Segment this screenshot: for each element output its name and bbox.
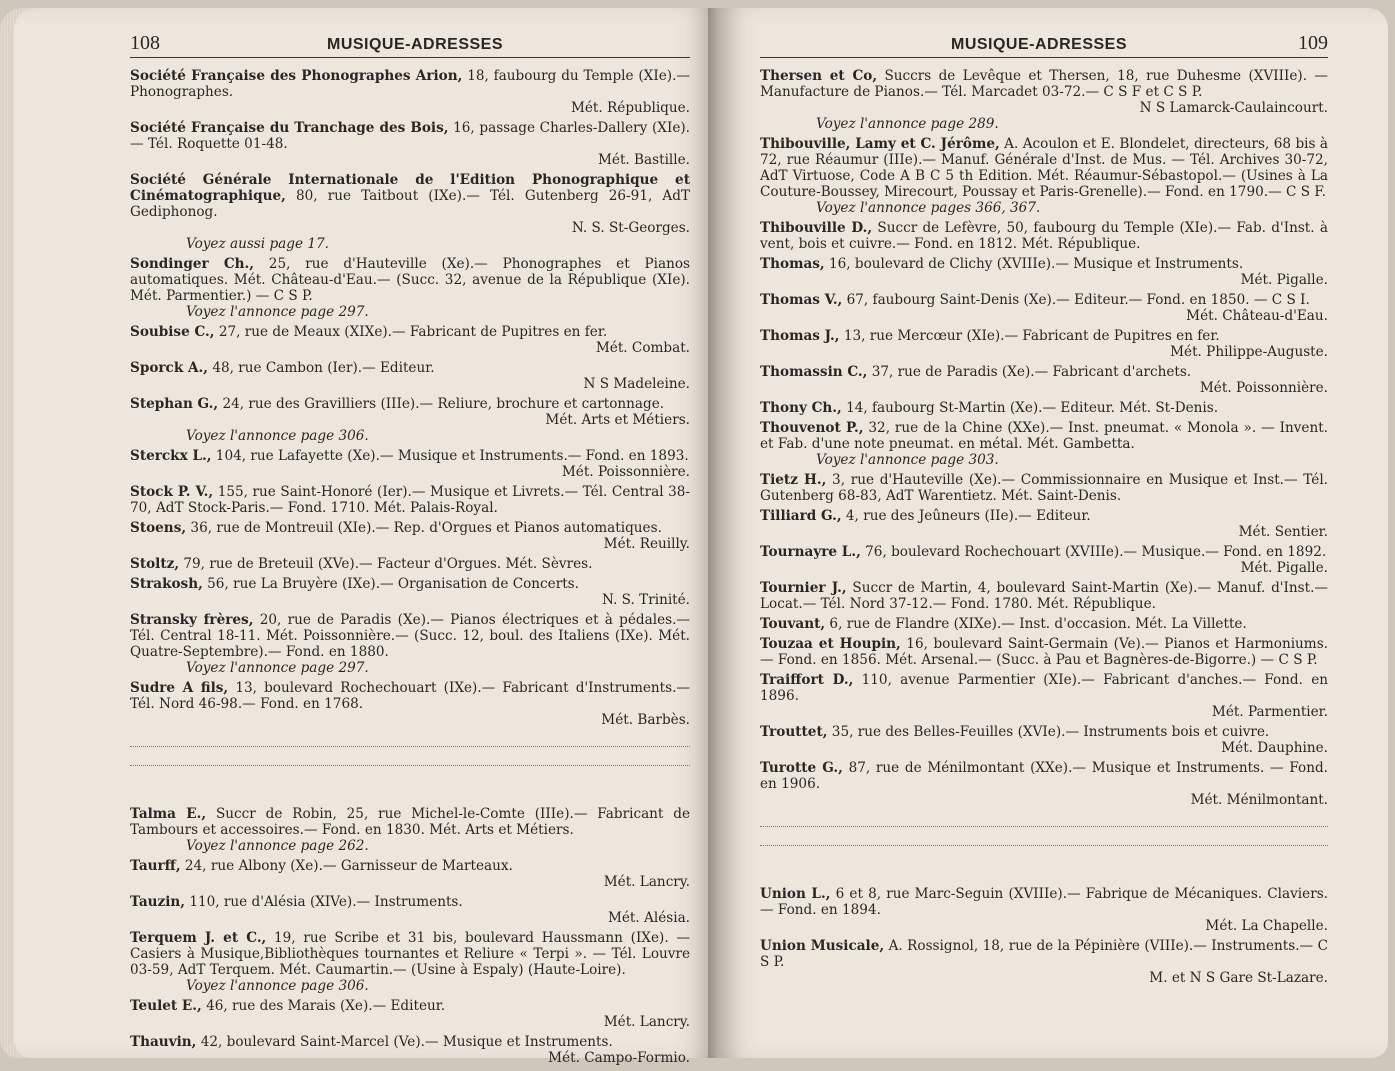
entry-text: A. Acoulon et E. Blondelet, directeurs, 68 bis à 72, rue Réaumur (IIIe).— Manuf. Générale d'Inst. de Mus. — Tél. Archives 30-72, AdT Virtuose, Code A B C 5 th Edition. Mét. Réaumur-Sébastopol.— (Usines à La Couture-Boussey, Mirecourt, Poussay et Paris-Grenelle).— Fond. en 1790.— C S F.: [760, 136, 1328, 200]
dotted-rule: [130, 751, 690, 766]
entry-metro: N S Madeleine.: [583, 376, 690, 392]
entry-text: 32, rue de la Chine (XXe).— Inst. pneumat. « Monola ». — Invent. et Fab. d'une note pneumat. en métal. Mét. Gambetta.: [760, 420, 1328, 452]
entry-ad-reference: Voyez l'annonce page 262.: [186, 838, 369, 854]
directory-entry: [130, 484, 690, 516]
entry-text: 36, rue de Montreuil (XIe).— Rep. d'Orgues et Pianos automatiques.: [186, 520, 662, 536]
entry-name: Stock P. V.,: [130, 484, 214, 500]
directory-entry: [130, 894, 690, 926]
entry-name: Trouttet,: [760, 724, 828, 740]
entry-text: 104, rue Lafayette (Xe).— Musique et Instruments.— Fond. en 1893.: [211, 448, 689, 464]
entry-name: Sudre A fils,: [130, 680, 229, 696]
directory-entry: [130, 520, 690, 552]
entry-name: Tietz H.,: [760, 472, 827, 488]
entry-text: 6, rue de Flandre (XIXe).— Inst. d'occasion. Mét. La Villette.: [825, 616, 1247, 632]
directory-entry: [760, 400, 1328, 416]
entry-name: Soubise C.,: [130, 324, 215, 340]
entry-text: 79, rue de Breteuil (XVe).— Facteur d'Orgues. Mét. Sèvres.: [179, 556, 593, 572]
entry-text: 19, rue Scribe et 31 bis, boulevard Haussmann (IXe). — Casiers à Musique,Bibliothèques tournantes et Reliure « Terpi ». — Tél. Louvre 03-59, AdT Terquem. Mét. Caumartin.— (Usine à Espaly) (Haute-Loire).: [130, 930, 690, 978]
directory-entry: [760, 724, 1328, 756]
directory-entry: [760, 616, 1328, 632]
entry-name: Stransky frères,: [130, 612, 254, 628]
entry-name: Tournayre L.,: [760, 544, 861, 560]
entry-text: A. Rossignol, 18, rue de la Pépinière (VIIIe).— Instruments.— C S P.: [760, 938, 1328, 970]
entry-metro: Mét. Dauphine.: [1221, 740, 1328, 756]
directory-entry: [760, 68, 1328, 132]
entry-text: 13, rue Mercœur (XIe).— Fabricant de Pupitres en fer.: [839, 328, 1220, 344]
entry-name: Stoens,: [130, 520, 187, 536]
entry-name: Thersen et Co,: [760, 68, 878, 84]
directory-entry: [760, 220, 1328, 252]
entry-metro: Mét. Alésia.: [607, 910, 690, 926]
entry-ad-reference: Voyez l'annonce page 303.: [816, 452, 999, 468]
left-page-header: [130, 32, 690, 58]
entry-name: Talma E.,: [130, 806, 207, 822]
left-running-head: MUSIQUE-ADRESSES: [326, 36, 504, 53]
entry-text: 56, rue La Bruyère (IXe).— Organisation de Concerts.: [202, 576, 579, 592]
entry-text: 67, faubourg Saint-Denis (Xe).— Editeur.— Fond. en 1850. — C S I.: [842, 292, 1310, 308]
directory-entry: [760, 886, 1328, 934]
directory-entry: [130, 858, 690, 890]
directory-entry: [130, 1034, 690, 1066]
entry-metro: Mét. Reuilly.: [603, 536, 690, 552]
entry-name: Sporck A.,: [130, 360, 208, 376]
entry-name: Thomas V.,: [760, 292, 843, 308]
entry-name: Union L.,: [760, 886, 831, 902]
entry-text: 42, boulevard Saint-Marcel (Ve).— Musique et Instruments.: [196, 1034, 613, 1050]
entry-metro: N. S. Trinité.: [602, 592, 690, 608]
entry-name: Thibouville D.,: [760, 220, 873, 236]
directory-entry: [760, 364, 1328, 396]
entry-text: 16, passage Charles-Dallery (XIe).— Tél. Roquette 01-48.: [130, 120, 690, 152]
directory-entry: [130, 256, 690, 320]
entry-text: 18, faubourg du Temple (XIe).— Phonographes.: [130, 68, 690, 100]
directory-entry: [760, 292, 1328, 324]
entry-text: 25, rue d'Hauteville (Xe).— Phonographes et Pianos automatiques. Mét. Château-d'Eau.— (Succ. 32, avenue de la République (XIe). Mét. Parmentier.) — C S P.: [130, 256, 690, 304]
entry-name: Sterckx L.,: [130, 448, 212, 464]
left-entries-t: [130, 806, 690, 1066]
directory-entry: [760, 136, 1328, 216]
right-entries-u: [760, 886, 1328, 986]
directory-entry: [130, 612, 690, 676]
entry-metro: Mét. Pigalle.: [1240, 272, 1328, 288]
entry-text: 87, rue de Ménilmontant (XXe).— Musique et Instruments. — Fond. en 1906.: [760, 760, 1328, 792]
entry-ad-reference: Voyez l'annonce page 306.: [186, 428, 369, 444]
entry-text: Succr de Martin, 4, boulevard Saint-Martin (Xe).— Manuf. d'Inst.— Locat.— Tél. Nord 37-12.— Fond. 1780. Mét. République.: [760, 580, 1328, 612]
directory-entry: [760, 760, 1328, 808]
entry-name: Société Française des Phonographes Arion,: [130, 68, 463, 84]
directory-entry: [130, 396, 690, 444]
directory-entry: [760, 472, 1328, 504]
entry-metro: Mét. Poissonnière.: [561, 464, 690, 480]
entry-metro: Mét. Pigalle.: [1240, 560, 1328, 576]
entry-name: Tournier J.,: [760, 580, 847, 596]
entry-name: Société Générale Internationale de l'Edition Phonographique et Cinématographique,: [130, 172, 690, 204]
entry-text: 14, faubourg St-Martin (Xe).— Editeur. Mét. St-Denis.: [841, 400, 1219, 416]
right-page-number: 109: [1298, 32, 1328, 54]
entry-text: Succr de Robin, 25, rue Michel-le-Comte (IIIe).— Fabricant de Tambours et accessoires.— Fond. en 1830. Mét. Arts et Métiers.: [130, 806, 690, 838]
entry-text: Succr de Lefèvre, 50, faubourg du Temple (XIe).— Fab. d'Inst. à vent, bois et cuivre.— Fond. en 1812. Mét. République.: [760, 220, 1328, 252]
entry-metro: Mét. Bastille.: [597, 152, 690, 168]
right-page-header: [760, 32, 1328, 58]
entry-name: Stoltz,: [130, 556, 180, 572]
entry-metro: Mét. Parmentier.: [1211, 704, 1328, 720]
directory-entry: [130, 360, 690, 392]
entry-name: Thomassin C.,: [760, 364, 868, 380]
right-running-head: MUSIQUE-ADRESSES: [950, 36, 1128, 53]
entry-name: Thauvin,: [130, 1034, 197, 1050]
right-page: [716, 8, 1388, 1058]
entry-metro: Mét. Poissonnière.: [1199, 380, 1328, 396]
directory-entry: [130, 998, 690, 1030]
entry-metro: Mét. Philippe-Auguste.: [1170, 344, 1328, 360]
entry-text: 37, rue de Paradis (Xe).— Fabricant d'archets.: [867, 364, 1192, 380]
left-page-number: 108: [130, 32, 160, 54]
directory-entry: [130, 680, 690, 728]
dotted-rule: [760, 812, 1328, 827]
entry-text: 46, rue des Marais (Xe).— Editeur.: [201, 998, 446, 1014]
entry-text: 20, rue de Paradis (Xe).— Pianos électriques et à pédales.— Tél. Central 18-11. Mét. Poissonnière.— (Succ. 12, boul. des Italiens (IXe). Mét. Quatre-Septembre).— Fond. en 1880.: [130, 612, 690, 660]
entry-text: 80, rue Taitbout (IXe).— Tél. Gutenberg 26-91, AdT Gediphonog.: [130, 188, 690, 220]
entry-name: Union Musicale,: [760, 938, 885, 954]
entry-name: Thony Ch.,: [760, 400, 842, 416]
entry-metro: N S Lamarck-Caulaincourt.: [1139, 100, 1328, 116]
entry-name: Taurff,: [130, 858, 181, 874]
entry-metro: Mét. République.: [570, 100, 690, 116]
dotted-rule: [760, 831, 1328, 846]
dotted-rule: [130, 732, 690, 747]
entry-text: 4, rue des Jeûneurs (IIe).— Editeur.: [841, 508, 1091, 524]
directory-entry: [130, 806, 690, 854]
entry-name: Thouvenot P.,: [760, 420, 864, 436]
directory-entry: [130, 448, 690, 480]
entry-ad-reference: Voyez l'annonce page 289.: [816, 116, 999, 132]
entry-text: 13, boulevard Rochechouart (IXe).— Fabricant d'Instruments.— Tél. Nord 46-98.— Fond. en 1768.: [130, 680, 690, 712]
entry-ad-reference: Voyez l'annonce page 297.: [186, 304, 369, 320]
entry-name: Tilliard G.,: [760, 508, 842, 524]
directory-entry: [760, 580, 1328, 612]
directory-entry: [130, 576, 690, 608]
entry-name: Société Française du Tranchage des Bois,: [130, 120, 449, 136]
entry-text: 35, rue des Belles-Feuilles (XVIe).— Instruments bois et cuivre.: [827, 724, 1270, 740]
entry-metro: Mét. Campo-Formio.: [548, 1050, 690, 1066]
entry-metro: Mét. Lancry.: [603, 1014, 690, 1030]
entry-name: Sondinger Ch.,: [130, 256, 255, 272]
entry-metro: N. S. St-Georges.: [571, 220, 690, 236]
entry-ad-reference: Voyez l'annonce pages 366, 367.: [816, 200, 1041, 216]
entry-text: 110, rue d'Alésia (XIVe).— Instruments.: [185, 894, 463, 910]
directory-entry: [760, 636, 1328, 668]
entry-name: Stephan G.,: [130, 396, 219, 412]
entry-text: 6 et 8, rue Marc-Seguin (XVIIIe).— Fabrique de Mécaniques. Claviers.— Fond. en 1894.: [760, 886, 1328, 918]
entry-name: Traiffort D.,: [760, 672, 854, 688]
entry-name: Teulet E.,: [130, 998, 202, 1014]
entry-name: Terquem J. et C.,: [130, 930, 267, 946]
entry-metro: Mét. La Chapelle.: [1205, 918, 1328, 934]
entry-metro: Mét. Sentier.: [1238, 524, 1328, 540]
directory-entry: [760, 544, 1328, 576]
directory-entry: [130, 556, 690, 572]
directory-entry: [130, 68, 690, 116]
directory-entry: [760, 420, 1328, 468]
entry-ad-reference: Voyez l'annonce page 306.: [186, 978, 369, 994]
entry-text: 110, avenue Parmentier (XIe).— Fabricant d'anches.— Fond. en 1896.: [760, 672, 1328, 704]
entry-text: 16, boulevard de Clichy (XVIIIe).— Musique et Instruments.: [824, 256, 1244, 272]
directory-entry: [760, 938, 1328, 986]
entry-text: 24, rue des Gravilliers (IIIe).— Reliure, brochure et cartonnage.: [218, 396, 665, 412]
entry-metro: M. et N S Gare St-Lazare.: [1149, 970, 1328, 986]
entry-ad-reference: Voyez l'annonce page 297.: [186, 660, 369, 676]
entry-name: Thibouville, Lamy et C. Jérôme,: [760, 136, 1000, 152]
entry-metro: Mét. Lancry.: [603, 874, 690, 890]
entry-name: Thomas,: [760, 256, 825, 272]
directory-entry: [760, 672, 1328, 720]
directory-entry: [130, 172, 690, 252]
entry-text: 16, boulevard Saint-Germain (Ve).— Pianos et Harmoniums.— Fond. en 1856. Mét. Arsenal.— (Succ. à Pau et Bagnères-de-Bigorre.) — C S P.: [760, 636, 1328, 668]
entry-name: Touvant,: [760, 616, 826, 632]
directory-entry: [130, 930, 690, 994]
right-entries-t: [760, 68, 1328, 808]
entry-name: Turotte G.,: [760, 760, 843, 776]
left-entries-s: [130, 68, 690, 728]
entry-text: 48, rue Cambon (Ier).— Editeur.: [208, 360, 435, 376]
entry-metro: Mét. Château-d'Eau.: [1186, 308, 1328, 324]
entry-text: 27, rue de Meaux (XIXe).— Fabricant de Pupitres en fer.: [214, 324, 608, 340]
directory-entry: [760, 508, 1328, 540]
directory-entry: [130, 324, 690, 356]
entry-text: Succrs de Levêque et Thersen, 18, rue Duhesme (XVIIIe). — Manufacture de Pianos.— Tél. Marcadet 03-72.— C S F et C S P.: [760, 68, 1328, 100]
directory-entry: [760, 328, 1328, 360]
entry-text: 76, boulevard Rochechouart (XVIIIe).— Musique.— Fond. en 1892.: [860, 544, 1327, 560]
entry-text: 155, rue Saint-Honoré (Ier).— Musique et Livrets.— Tél. Central 38-70, AdT Stock-Paris.— Fond. 1710. Mét. Palais-Royal.: [130, 484, 690, 516]
entry-text: 24, rue Albony (Xe).— Garnisseur de Marteaux.: [180, 858, 513, 874]
entry-ad-reference: Voyez aussi page 17.: [186, 236, 329, 252]
left-page: [14, 8, 716, 1066]
entry-name: Thomas J.,: [760, 328, 840, 344]
entry-text: 3, rue d'Hauteville (Xe).— Commissionnaire en Musique et Inst.— Tél. Gutenberg 68-83, AdT Warentietz. Mét. Saint-Denis.: [760, 472, 1328, 504]
directory-entry: [760, 256, 1328, 288]
entry-name: Strakosh,: [130, 576, 203, 592]
entry-name: Touzaa et Houpin,: [760, 636, 901, 652]
entry-metro: Mét. Barbès.: [601, 712, 690, 728]
directory-entry: [130, 120, 690, 168]
entry-metro: Mét. Ménilmontant.: [1190, 792, 1328, 808]
entry-metro: Mét. Arts et Métiers.: [545, 412, 690, 428]
entry-name: Tauzin,: [130, 894, 186, 910]
entry-metro: Mét. Combat.: [595, 340, 690, 356]
